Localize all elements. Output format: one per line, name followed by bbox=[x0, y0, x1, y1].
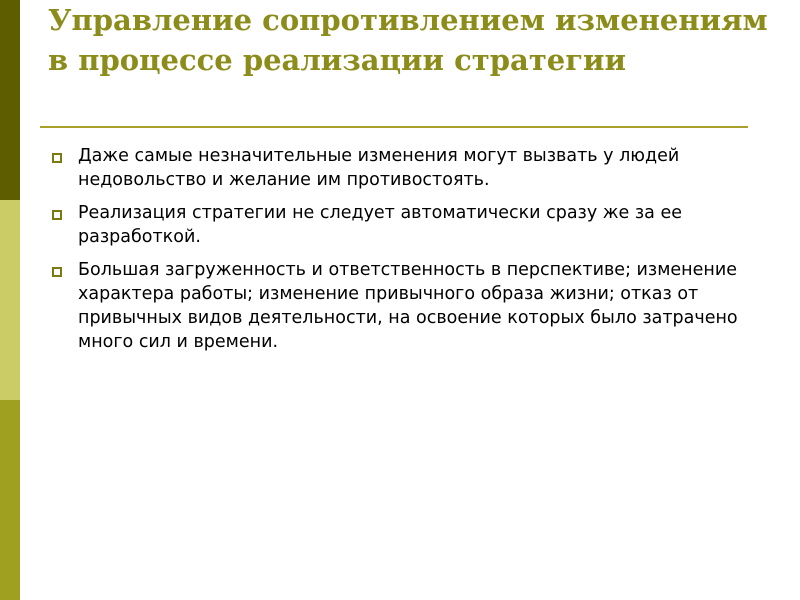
side-bar-middle bbox=[0, 200, 20, 400]
slide-title: Управление сопротивлением изменениям в процессе реализации стратегии bbox=[48, 3, 768, 77]
bullet-text: Даже самые незначительные изменения могут вызвать у людей недовольство и желание им противостоять. bbox=[78, 146, 680, 190]
list-item bbox=[50, 258, 750, 354]
bullet-square-icon bbox=[52, 210, 62, 220]
side-bar-top bbox=[0, 0, 20, 200]
list-item bbox=[50, 144, 750, 192]
bullet-text: Реализация стратегии не следует автоматически сразу же за ее разработкой. bbox=[78, 203, 683, 247]
list-item bbox=[50, 201, 750, 249]
title-divider bbox=[40, 126, 748, 128]
side-bar-bottom bbox=[0, 400, 20, 600]
bullet-square-icon bbox=[52, 267, 62, 277]
bullet-list bbox=[50, 144, 750, 363]
bullet-square-icon bbox=[52, 153, 62, 163]
bullet-text: Большая загруженность и ответственность в перспективе; изменение характера работы; изменение привычного образа жизни; отказ от привычных видов деятельности, на освоение которых было затрачено много сил и времени. bbox=[78, 260, 738, 352]
